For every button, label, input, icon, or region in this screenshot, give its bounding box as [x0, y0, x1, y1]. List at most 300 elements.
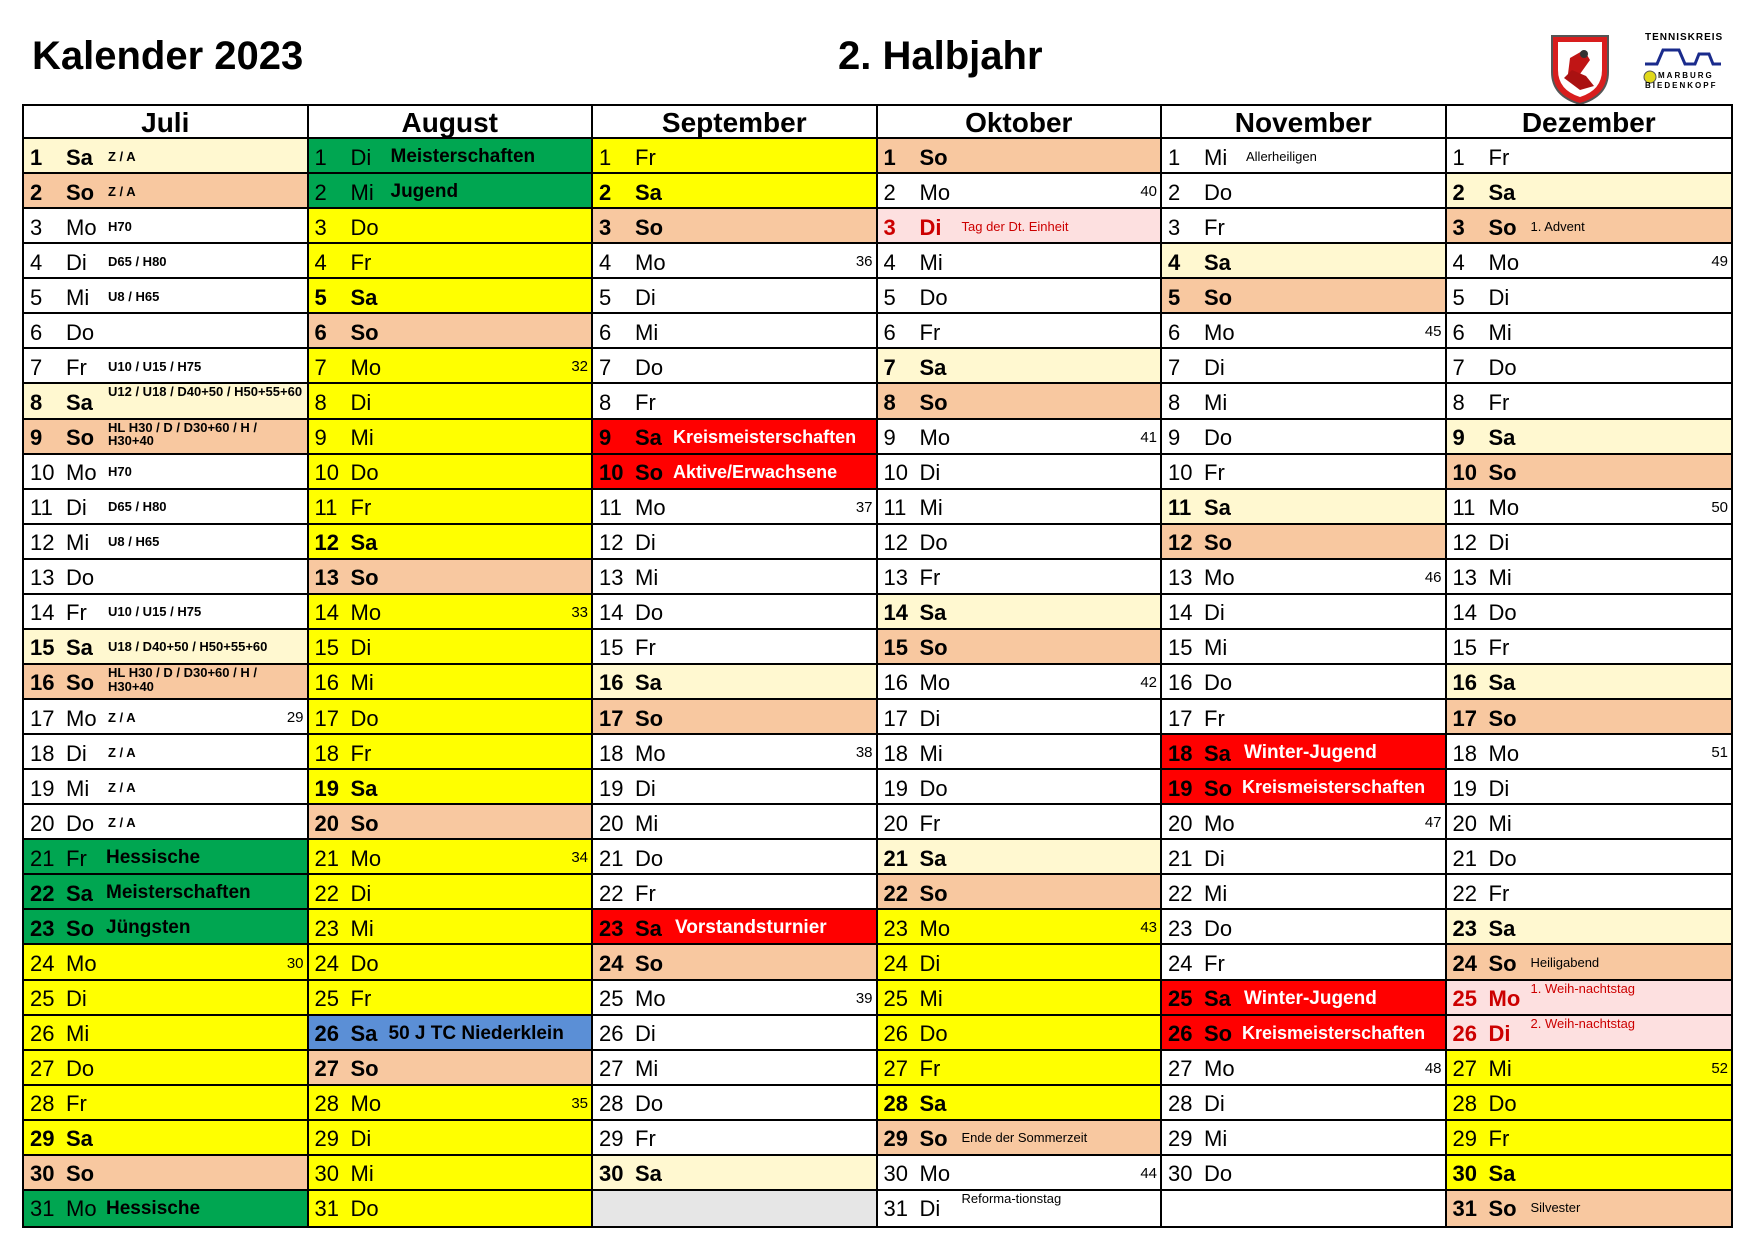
day-cell — [24, 1156, 307, 1191]
weekday-label: Sa — [350, 530, 378, 556]
event-label: Kreismeisterschaften — [673, 426, 857, 447]
weekday-label: Mo — [66, 951, 97, 976]
day-number: 25 — [599, 986, 624, 1012]
day-cell — [878, 1086, 1161, 1121]
day-cell — [593, 420, 876, 455]
day-number: 27 — [599, 1056, 624, 1082]
day-cell — [1447, 595, 1732, 630]
day-cell — [878, 1121, 1161, 1156]
day-note: U10 / U15 / H75 — [108, 358, 202, 374]
day-cell — [309, 735, 592, 770]
calendar-week-number: 33 — [571, 603, 588, 621]
day-number: 15 — [1168, 635, 1193, 661]
day-cell — [593, 314, 876, 349]
day-note: U8 / H65 — [108, 534, 160, 550]
day-cell — [24, 384, 307, 419]
weekday-label: Sa — [635, 425, 662, 451]
weekday-label: Mi — [1204, 1126, 1228, 1152]
day-cell — [1162, 279, 1445, 314]
day-cell — [1447, 174, 1732, 209]
day-note: D65 / H80 — [108, 253, 167, 269]
day-number: 18 — [1168, 740, 1193, 766]
day-number: 26 — [1168, 1021, 1193, 1047]
day-cell — [1447, 314, 1732, 349]
weekday-label: Do — [1204, 670, 1233, 696]
weekday-label: So — [350, 810, 379, 836]
day-note: H70 — [108, 464, 132, 480]
day-number: 4 — [599, 249, 612, 275]
day-number: 11 — [314, 495, 338, 521]
month-column-dezember — [1447, 106, 1732, 1226]
weekday-label: Mi — [66, 530, 90, 556]
day-number: 30 — [599, 1161, 624, 1187]
month-header: November — [1162, 106, 1445, 139]
day-number: 7 — [883, 354, 896, 380]
day-cell — [1447, 1016, 1732, 1051]
day-number: 5 — [1168, 284, 1181, 310]
weekday-label: Fr — [919, 319, 941, 345]
weekday-label: Fr — [350, 740, 372, 766]
day-number: 20 — [30, 810, 55, 836]
weekday-label: Sa — [66, 144, 93, 170]
day-cell — [24, 560, 307, 595]
day-cell — [24, 840, 307, 875]
day-cell — [593, 630, 876, 665]
day-cell — [878, 455, 1161, 490]
weekday-label: Di — [919, 1196, 941, 1222]
weekday-label: So — [66, 915, 95, 941]
day-number: 18 — [30, 740, 55, 766]
day-number: 7 — [314, 354, 327, 380]
weekday-label: Mo — [919, 915, 951, 941]
day-cell — [1447, 910, 1732, 945]
weekday-label: Fr — [1488, 1126, 1510, 1152]
month-column-oktober — [878, 106, 1163, 1226]
day-note: H70 — [108, 218, 132, 234]
weekday-label: Di — [66, 249, 87, 275]
weekday-label: Di — [66, 986, 87, 1012]
day-cell — [24, 490, 307, 525]
day-number: 15 — [314, 635, 339, 661]
day-number: 13 — [599, 565, 624, 591]
day-cell — [24, 174, 307, 209]
day-number: 23 — [599, 915, 624, 941]
weekday-label: Fr — [1488, 880, 1510, 906]
weekday-label: Mo — [919, 670, 951, 696]
day-cell — [309, 139, 592, 174]
day-number: 5 — [314, 284, 327, 310]
day-cell — [24, 455, 307, 490]
weekday-label: Mi — [350, 425, 374, 451]
day-cell — [593, 1051, 876, 1086]
weekday-label: So — [1488, 705, 1517, 731]
day-cell — [593, 384, 876, 419]
day-cell — [593, 770, 876, 805]
weekday-label: Mi — [1204, 635, 1228, 661]
day-number: 19 — [1452, 775, 1477, 801]
weekday-label: Di — [66, 495, 87, 521]
weekday-label: Di — [1488, 530, 1510, 556]
day-number: 20 — [883, 810, 908, 836]
weekday-label: So — [1488, 460, 1517, 486]
day-cell — [1447, 1191, 1732, 1226]
day-cell — [309, 840, 592, 875]
day-number: 27 — [1168, 1056, 1193, 1082]
day-number: 16 — [1168, 670, 1193, 696]
weekday-label: So — [66, 670, 95, 696]
weekday-label: Di — [350, 389, 372, 415]
day-number: 24 — [599, 951, 624, 976]
weekday-label: So — [350, 565, 379, 591]
day-cell — [878, 525, 1161, 560]
day-cell — [24, 805, 307, 840]
weekday-label: So — [919, 1126, 948, 1152]
weekday-label: Fr — [1488, 144, 1510, 170]
day-note: HL H30 / D / D30+60 / H / H30+40 — [108, 664, 257, 694]
weekday-label: Do — [1488, 845, 1517, 871]
weekday-label: Sa — [919, 1091, 947, 1117]
day-cell — [24, 1051, 307, 1086]
weekday-label: So — [1488, 1196, 1517, 1222]
weekday-label: Mo — [635, 249, 666, 275]
day-number: 23 — [1168, 915, 1193, 941]
day-note: Z / A — [108, 814, 136, 830]
day-number: 12 — [1168, 530, 1193, 556]
day-cell — [309, 700, 592, 735]
day-number: 10 — [314, 460, 339, 486]
calendar-week-number: 49 — [1711, 253, 1728, 271]
day-number: 27 — [883, 1056, 908, 1082]
day-cell — [593, 840, 876, 875]
day-cell — [593, 244, 876, 279]
day-cell — [1162, 314, 1445, 349]
weekday-label: Mo — [1488, 986, 1521, 1012]
day-number: 4 — [314, 249, 327, 275]
day-cell — [309, 525, 592, 560]
day-cell — [309, 244, 592, 279]
day-cell — [878, 384, 1161, 419]
day-note: Silvester — [1530, 1200, 1581, 1216]
calendar-grid — [22, 104, 1733, 1228]
weekday-label: Sa — [1204, 740, 1231, 766]
weekday-label: So — [919, 635, 948, 661]
weekday-label: Do — [635, 354, 664, 380]
weekday-label: Fr — [1204, 214, 1225, 240]
month-header: August — [309, 106, 592, 139]
day-number: 15 — [599, 635, 624, 661]
day-cell — [24, 875, 307, 910]
weekday-label: Do — [919, 284, 948, 310]
day-number: 17 — [599, 705, 624, 731]
weekday-label: Fr — [350, 249, 372, 275]
weekday-label: Mo — [1488, 495, 1520, 521]
weekday-label: Mi — [1488, 1056, 1512, 1082]
day-number: 3 — [1168, 214, 1181, 240]
day-number: 8 — [314, 389, 327, 415]
day-number: 17 — [1168, 705, 1193, 731]
weekday-label: Mo — [350, 354, 382, 380]
weekday-label: Di — [919, 214, 942, 240]
day-cell — [1447, 420, 1732, 455]
day-cell — [878, 875, 1161, 910]
day-cell — [1162, 1016, 1445, 1051]
weekday-label: Mi — [1488, 810, 1512, 836]
day-note: Tag der Dt. Einheit — [961, 218, 1069, 234]
calendar-week-number: 35 — [571, 1094, 588, 1112]
day-number: 3 — [314, 214, 327, 240]
event-label: Vorstandsturnier — [675, 917, 827, 939]
weekday-label: Sa — [1488, 1161, 1516, 1187]
day-number: 2 — [30, 179, 43, 205]
weekday-label: Do — [1488, 354, 1517, 380]
calendar-week-number: 29 — [286, 709, 304, 727]
weekday-label: So — [919, 389, 948, 415]
day-cell — [1162, 595, 1445, 630]
day-number: 4 — [30, 249, 43, 275]
day-number: 13 — [1452, 565, 1477, 591]
day-number: 9 — [314, 425, 327, 451]
weekday-label: Fr — [919, 565, 941, 591]
day-cell — [309, 1016, 592, 1051]
day-number: 29 — [599, 1126, 624, 1152]
day-number: 1 — [314, 144, 327, 170]
weekday-label: Sa — [1204, 986, 1231, 1012]
weekday-label: Do — [1204, 179, 1233, 205]
event-label: Hessische — [106, 1197, 201, 1219]
weekday-label: Fr — [635, 144, 656, 170]
day-number: 30 — [1452, 1161, 1477, 1187]
event-label: Jugend — [390, 181, 459, 203]
weekday-label: Mo — [635, 495, 666, 521]
day-note: Heiligabend — [1530, 955, 1600, 970]
day-number: 17 — [314, 705, 339, 731]
weekday-label: Sa — [1488, 425, 1516, 451]
day-number: 13 — [1168, 565, 1193, 591]
day-cell — [1447, 209, 1732, 244]
weekday-label: Di — [635, 284, 656, 310]
day-number: 23 — [314, 915, 339, 941]
weekday-label: Do — [350, 214, 379, 240]
weekday-label: Sa — [350, 775, 378, 801]
weekday-label: Fr — [1488, 389, 1510, 415]
day-note: 1. Weih-nachtstag — [1530, 980, 1636, 996]
weekday-label: Sa — [1488, 670, 1516, 696]
day-cell — [593, 875, 876, 910]
weekday-label: Mi — [919, 986, 943, 1012]
weekday-label: Mi — [66, 775, 90, 801]
day-number: 4 — [883, 249, 896, 275]
day-number: 4 — [1168, 249, 1181, 275]
day-cell — [593, 560, 876, 595]
weekday-label: Do — [66, 1056, 95, 1082]
day-cell — [1162, 981, 1445, 1016]
day-number: 3 — [599, 214, 612, 240]
weekday-label: Sa — [919, 600, 947, 626]
weekday-label: Mi — [635, 1056, 659, 1082]
calendar-week-number: 51 — [1711, 744, 1728, 762]
weekday-label: Mo — [1204, 1056, 1235, 1082]
weekday-label: So — [350, 319, 379, 345]
weekday-label: Sa — [635, 179, 662, 205]
event-label: Winter-Jugend — [1244, 742, 1377, 764]
day-cell — [878, 910, 1161, 945]
weekday-label: Do — [1204, 1161, 1233, 1187]
calendar-week-number: 34 — [571, 849, 588, 867]
day-number: 29 — [883, 1126, 908, 1152]
calendar-week-number: 40 — [1140, 183, 1157, 201]
day-cell — [309, 910, 592, 945]
day-cell — [593, 700, 876, 735]
weekday-label: Fr — [66, 845, 87, 871]
weekday-label: Mi — [1488, 565, 1512, 591]
day-cell — [1447, 560, 1732, 595]
day-cell — [24, 1191, 307, 1226]
day-cell — [1162, 875, 1445, 910]
day-note: U18 / D40+50 / H50+55+60 — [108, 639, 268, 655]
day-number: 8 — [883, 389, 896, 415]
weekday-label: Sa — [635, 1161, 662, 1187]
calendar-week-number: 47 — [1424, 814, 1442, 832]
day-number: 16 — [314, 670, 339, 696]
day-number: 18 — [599, 740, 624, 766]
day-cell — [309, 560, 592, 595]
day-number: 12 — [883, 530, 908, 556]
day-number: 16 — [1452, 670, 1477, 696]
day-number: 10 — [1168, 460, 1193, 486]
weekday-label: Fr — [635, 1126, 656, 1152]
day-cell — [24, 244, 307, 279]
weekday-label: Mi — [919, 740, 943, 766]
day-number: 23 — [30, 915, 55, 941]
day-cell — [878, 981, 1161, 1016]
day-cell — [1162, 384, 1445, 419]
month-header: September — [593, 106, 876, 139]
day-cell — [878, 805, 1161, 840]
weekday-label: Do — [635, 1091, 664, 1117]
day-number: 28 — [314, 1091, 339, 1117]
day-number: 19 — [30, 775, 55, 801]
day-note: Z / A — [108, 148, 136, 164]
weekday-label: Sa — [1488, 179, 1516, 205]
day-number: 7 — [1168, 354, 1181, 380]
day-cell — [309, 1051, 592, 1086]
day-cell — [593, 1156, 876, 1191]
day-cell — [309, 455, 592, 490]
weekday-label: Do — [66, 565, 95, 591]
weekday-label: Sa — [66, 635, 93, 661]
day-cell — [878, 1191, 1161, 1226]
calendar-week-number: 46 — [1424, 568, 1442, 586]
day-number: 6 — [1168, 319, 1181, 345]
day-number: 15 — [1452, 635, 1477, 661]
weekday-label: Mi — [350, 670, 374, 696]
day-cell — [24, 525, 307, 560]
event-label: Kreismeisterschaften — [1242, 777, 1426, 798]
day-number: 9 — [30, 425, 43, 451]
day-note: Z / A — [108, 779, 136, 795]
weekday-label: Fr — [1488, 635, 1510, 661]
month-column-november — [1162, 106, 1447, 1226]
weekday-label: Sa — [1204, 495, 1231, 521]
weekday-label: Fr — [350, 986, 372, 1012]
weekday-label: So — [66, 179, 95, 205]
weekday-label: Fr — [919, 1056, 941, 1082]
weekday-label: Mo — [66, 1196, 97, 1222]
day-cell — [1162, 560, 1445, 595]
weekday-label: Do — [919, 530, 948, 556]
month-column-juli — [24, 106, 309, 1226]
weekday-label: Sa — [350, 1021, 378, 1047]
day-cell — [593, 910, 876, 945]
day-cell — [1447, 1051, 1732, 1086]
day-number: 29 — [30, 1126, 55, 1152]
weekday-label: Mi — [919, 249, 943, 275]
weekday-label: Mo — [635, 740, 666, 766]
day-cell — [1447, 1086, 1732, 1121]
day-number: 11 — [599, 495, 622, 521]
day-number: 9 — [883, 425, 896, 451]
day-number: 31 — [30, 1196, 55, 1222]
weekday-label: Mo — [350, 600, 382, 626]
day-number: 19 — [314, 775, 339, 801]
day-cell — [1447, 875, 1732, 910]
day-number: 8 — [1452, 389, 1465, 415]
day-number: 14 — [1168, 600, 1193, 626]
weekday-label: Sa — [66, 389, 93, 415]
day-cell — [593, 490, 876, 525]
day-number: 2 — [599, 179, 612, 205]
weekday-label: Di — [350, 880, 372, 906]
day-number: 14 — [1452, 600, 1477, 626]
weekday-label: Do — [1488, 1091, 1517, 1117]
weekday-label: Mi — [66, 1021, 90, 1047]
day-number: 8 — [1168, 389, 1181, 415]
weekday-label: Do — [66, 810, 95, 836]
day-number: 30 — [1168, 1161, 1193, 1187]
day-cell — [309, 349, 592, 384]
day-number: 28 — [599, 1091, 624, 1117]
event-label: Meisterschaften — [106, 882, 251, 904]
day-number: 24 — [30, 951, 55, 976]
day-number: 31 — [314, 1196, 339, 1222]
weekday-label: Do — [635, 845, 664, 871]
day-note: U12 / U18 / D40+50 / H50+55+60 — [108, 384, 303, 400]
day-cell — [593, 174, 876, 209]
day-number: 28 — [1168, 1091, 1193, 1117]
day-cell — [24, 1086, 307, 1121]
day-number: 22 — [1452, 880, 1477, 906]
day-number: 22 — [1168, 880, 1193, 906]
day-number: 27 — [30, 1056, 55, 1082]
event-label: Meisterschaften — [390, 146, 536, 168]
day-number: 29 — [314, 1126, 339, 1152]
weekday-label: Mi — [350, 179, 374, 205]
day-number: 3 — [30, 214, 43, 240]
day-number: 13 — [30, 565, 55, 591]
weekday-label: Fr — [1204, 705, 1225, 731]
day-cell — [1447, 349, 1732, 384]
day-cell — [1162, 455, 1445, 490]
weekday-label: Do — [1204, 425, 1233, 451]
day-number: 25 — [883, 986, 908, 1012]
weekday-label: So — [350, 1056, 379, 1082]
day-number: 24 — [1168, 951, 1193, 976]
day-cell — [878, 490, 1161, 525]
weekday-label: Sa — [919, 354, 947, 380]
day-number: 16 — [883, 670, 908, 696]
logo-bottom-text-2: BIEDENKOPF — [1645, 81, 1718, 90]
day-cell — [1162, 770, 1445, 805]
